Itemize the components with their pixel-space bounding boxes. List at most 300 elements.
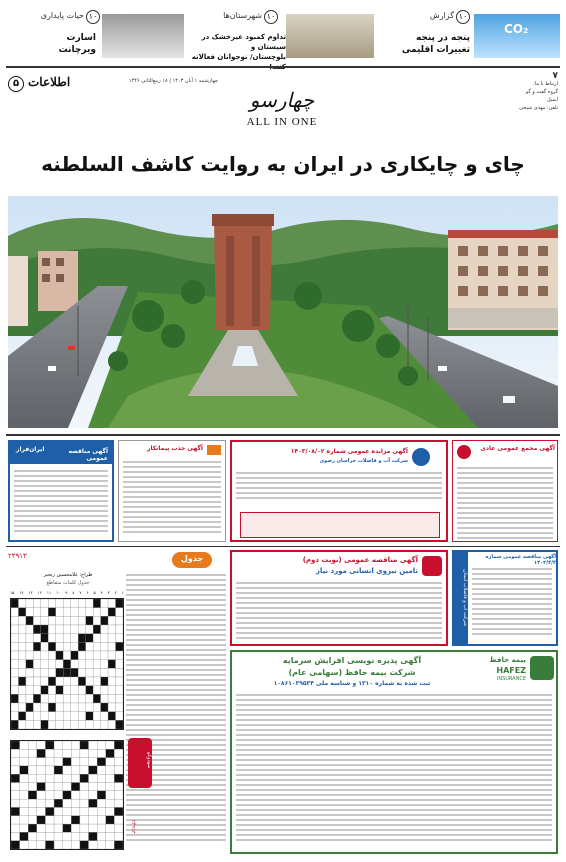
crossword-cell[interactable] — [93, 668, 100, 677]
puzzle-cell[interactable] — [114, 791, 123, 799]
puzzle-cell[interactable] — [63, 783, 72, 791]
puzzle-cell[interactable] — [63, 816, 72, 824]
crossword-cell[interactable] — [108, 703, 115, 712]
puzzle-cell[interactable] — [20, 816, 29, 824]
puzzle-cell[interactable] — [63, 774, 72, 782]
crossword-cell[interactable] — [86, 694, 93, 703]
crossword-cell[interactable] — [56, 634, 63, 643]
puzzle-cell[interactable] — [45, 783, 54, 791]
puzzle-cell[interactable] — [89, 758, 98, 766]
crossword-cell[interactable] — [48, 703, 55, 712]
puzzle-cell[interactable] — [106, 774, 115, 782]
crossword-cell[interactable] — [11, 668, 18, 677]
puzzle-cell[interactable] — [54, 841, 63, 849]
crossword-cell[interactable] — [78, 625, 85, 634]
puzzle-cell[interactable] — [20, 749, 29, 757]
puzzle-cell[interactable] — [11, 774, 20, 782]
puzzle-cell[interactable] — [106, 807, 115, 815]
crossword-cell[interactable] — [108, 608, 115, 617]
crossword-cell[interactable] — [48, 642, 55, 651]
puzzle-cell[interactable] — [114, 832, 123, 840]
crossword-cell[interactable] — [41, 694, 48, 703]
crossword-cell[interactable] — [18, 599, 25, 608]
crossword-cell[interactable] — [33, 703, 40, 712]
crossword-cell[interactable] — [116, 686, 123, 695]
puzzle-cell[interactable] — [37, 841, 46, 849]
crossword-cell[interactable] — [11, 694, 18, 703]
crossword-cell[interactable] — [11, 651, 18, 660]
puzzle-cell[interactable] — [89, 791, 98, 799]
crossword-cell[interactable] — [11, 712, 18, 721]
puzzle-cell[interactable] — [89, 807, 98, 815]
puzzle-cell[interactable] — [89, 799, 98, 807]
crossword-cell[interactable] — [71, 642, 78, 651]
puzzle-cell[interactable] — [37, 741, 46, 749]
puzzle-cell[interactable] — [114, 749, 123, 757]
crossword-cell[interactable] — [18, 686, 25, 695]
crossword-cell[interactable] — [108, 599, 115, 608]
puzzle-cell[interactable] — [114, 758, 123, 766]
puzzle-cell[interactable] — [37, 791, 46, 799]
crossword-cell[interactable] — [116, 660, 123, 669]
crossword-cell[interactable] — [101, 694, 108, 703]
puzzle-cell[interactable] — [89, 824, 98, 832]
crossword-cell[interactable] — [41, 608, 48, 617]
puzzle-cell[interactable] — [20, 824, 29, 832]
puzzle-cell[interactable] — [114, 824, 123, 832]
puzzle-cell[interactable] — [63, 841, 72, 849]
crossword-cell[interactable] — [78, 712, 85, 721]
crossword-cell[interactable] — [11, 677, 18, 686]
puzzle-cell[interactable] — [80, 741, 89, 749]
puzzle-cell[interactable] — [45, 816, 54, 824]
puzzle-cell[interactable] — [54, 791, 63, 799]
teaser-report[interactable] — [382, 8, 560, 58]
crossword-cell[interactable] — [48, 599, 55, 608]
puzzle-cell[interactable] — [97, 774, 106, 782]
crossword-cell[interactable] — [56, 660, 63, 669]
puzzle-cell[interactable] — [71, 766, 80, 774]
puzzle-cell[interactable] — [97, 758, 106, 766]
puzzle-cell[interactable] — [71, 807, 80, 815]
crossword-cell[interactable] — [86, 599, 93, 608]
puzzle-cell[interactable] — [54, 758, 63, 766]
puzzle-cell[interactable] — [71, 816, 80, 824]
puzzle-cell[interactable] — [71, 783, 80, 791]
crossword-cell[interactable] — [26, 712, 33, 721]
crossword-cell[interactable] — [63, 625, 70, 634]
crossword-cell[interactable] — [101, 616, 108, 625]
ad-general-assembly[interactable] — [452, 440, 558, 542]
puzzle-cell[interactable] — [71, 799, 80, 807]
crossword-cell[interactable] — [101, 668, 108, 677]
puzzle-cell[interactable] — [63, 749, 72, 757]
puzzle-cell[interactable] — [11, 741, 20, 749]
crossword-cell[interactable] — [48, 720, 55, 729]
crossword-cell[interactable] — [41, 625, 48, 634]
puzzle-cell[interactable] — [37, 766, 46, 774]
puzzle-cell[interactable] — [45, 799, 54, 807]
puzzle-cell[interactable] — [45, 741, 54, 749]
teaser-provinces[interactable] — [190, 8, 376, 61]
puzzle-cell[interactable] — [54, 774, 63, 782]
puzzle-cell[interactable] — [114, 807, 123, 815]
puzzle-cell[interactable] — [45, 766, 54, 774]
puzzle-cell[interactable] — [28, 774, 37, 782]
puzzle-cell[interactable] — [45, 824, 54, 832]
crossword-cell[interactable] — [48, 651, 55, 660]
crossword-cell[interactable] — [33, 694, 40, 703]
crossword-cell[interactable] — [56, 668, 63, 677]
crossword-cell[interactable] — [26, 677, 33, 686]
crossword-cell[interactable] — [101, 686, 108, 695]
puzzle-cell[interactable] — [63, 832, 72, 840]
crossword-cell[interactable] — [56, 599, 63, 608]
puzzle-cell[interactable] — [97, 741, 106, 749]
puzzle-cell[interactable] — [28, 791, 37, 799]
crossword-cell[interactable] — [41, 634, 48, 643]
crossword-cell[interactable] — [56, 608, 63, 617]
puzzle-cell[interactable] — [11, 783, 20, 791]
crossword-cell[interactable] — [11, 634, 18, 643]
crossword-cell[interactable] — [116, 608, 123, 617]
puzzle-cell[interactable] — [89, 741, 98, 749]
crossword-cell[interactable] — [26, 625, 33, 634]
crossword-cell[interactable] — [86, 668, 93, 677]
crossword-cell[interactable] — [33, 651, 40, 660]
crossword-cell[interactable] — [78, 599, 85, 608]
crossword-cell[interactable] — [11, 703, 18, 712]
crossword-cell[interactable] — [71, 599, 78, 608]
puzzle-cell[interactable] — [20, 841, 29, 849]
puzzle-cell[interactable] — [97, 766, 106, 774]
crossword-cell[interactable] — [116, 642, 123, 651]
crossword-cell[interactable] — [78, 686, 85, 695]
ad-workforce-tender[interactable] — [230, 550, 448, 646]
crossword-cell[interactable] — [71, 677, 78, 686]
crossword-cell[interactable] — [78, 651, 85, 660]
crossword-cell[interactable] — [63, 703, 70, 712]
puzzle-cell[interactable] — [11, 749, 20, 757]
crossword-cell[interactable] — [48, 660, 55, 669]
crossword-cell[interactable] — [33, 660, 40, 669]
crossword-cell[interactable] — [101, 634, 108, 643]
puzzle-cell[interactable] — [28, 816, 37, 824]
crossword-cell[interactable] — [93, 616, 100, 625]
crossword-cell[interactable] — [86, 608, 93, 617]
puzzle-cell[interactable] — [11, 816, 20, 824]
crossword-cell[interactable] — [48, 625, 55, 634]
crossword-cell[interactable] — [11, 660, 18, 669]
puzzle-cell[interactable] — [89, 783, 98, 791]
crossword-cell[interactable] — [18, 720, 25, 729]
puzzle-cell[interactable] — [63, 791, 72, 799]
crossword-cell[interactable] — [48, 668, 55, 677]
crossword-cell[interactable] — [63, 642, 70, 651]
puzzle-cell[interactable] — [97, 791, 106, 799]
crossword-cell[interactable] — [63, 720, 70, 729]
puzzle-cell[interactable] — [80, 758, 89, 766]
crossword-cell[interactable] — [86, 616, 93, 625]
crossword-cell[interactable] — [63, 608, 70, 617]
crossword-cell[interactable] — [78, 616, 85, 625]
puzzle-cell[interactable] — [20, 807, 29, 815]
ad-left-tender[interactable] — [8, 440, 114, 542]
crossword-cell[interactable] — [101, 660, 108, 669]
crossword-cell[interactable] — [93, 686, 100, 695]
puzzle-cell[interactable] — [20, 783, 29, 791]
crossword-cell[interactable] — [41, 660, 48, 669]
puzzle-cell[interactable] — [80, 791, 89, 799]
puzzle-cell[interactable] — [106, 832, 115, 840]
puzzle-cell[interactable] — [97, 807, 106, 815]
crossword-cell[interactable] — [71, 625, 78, 634]
puzzle-cell[interactable] — [71, 758, 80, 766]
puzzle-cell[interactable] — [106, 766, 115, 774]
puzzle-cell[interactable] — [80, 824, 89, 832]
crossword-cell[interactable] — [26, 720, 33, 729]
puzzle-cell[interactable] — [97, 783, 106, 791]
puzzle-cell[interactable] — [20, 741, 29, 749]
puzzle-cell[interactable] — [114, 774, 123, 782]
puzzle-cell[interactable] — [80, 807, 89, 815]
crossword-cell[interactable] — [101, 712, 108, 721]
crossword-cell[interactable] — [108, 625, 115, 634]
puzzle-cell[interactable] — [106, 791, 115, 799]
crossword-cell[interactable] — [71, 651, 78, 660]
crossword-cell[interactable] — [56, 625, 63, 634]
puzzle-cell[interactable] — [54, 832, 63, 840]
crossword-cell[interactable] — [63, 677, 70, 686]
ad-contractor[interactable] — [118, 440, 226, 542]
puzzle-cell[interactable] — [45, 841, 54, 849]
crossword-cell[interactable] — [11, 616, 18, 625]
crossword-cell[interactable] — [116, 634, 123, 643]
crossword-cell[interactable] — [116, 599, 123, 608]
crossword-cell[interactable] — [101, 720, 108, 729]
crossword-cell[interactable] — [18, 668, 25, 677]
crossword-cell[interactable] — [48, 677, 55, 686]
crossword-cell[interactable] — [56, 651, 63, 660]
crossword-cell[interactable] — [86, 720, 93, 729]
puzzle-cell[interactable] — [28, 807, 37, 815]
puzzle-cell[interactable] — [106, 824, 115, 832]
crossword-cell[interactable] — [78, 720, 85, 729]
puzzle-cell[interactable] — [45, 791, 54, 799]
crossword-cell[interactable] — [63, 634, 70, 643]
crossword-cell[interactable] — [11, 625, 18, 634]
crossword-cell[interactable] — [26, 634, 33, 643]
puzzle-cell[interactable] — [71, 824, 80, 832]
crossword-cell[interactable] — [18, 660, 25, 669]
crossword-cell[interactable] — [33, 608, 40, 617]
crossword-cell[interactable] — [18, 634, 25, 643]
puzzle-cell[interactable] — [45, 774, 54, 782]
puzzle-cell[interactable] — [114, 841, 123, 849]
crossword-cell[interactable] — [101, 642, 108, 651]
crossword-cell[interactable] — [101, 703, 108, 712]
puzzle-cell[interactable] — [54, 741, 63, 749]
puzzle-cell[interactable] — [97, 749, 106, 757]
crossword-cell[interactable] — [116, 720, 123, 729]
puzzle-cell[interactable] — [37, 774, 46, 782]
crossword-cell[interactable] — [18, 642, 25, 651]
puzzle-cell[interactable] — [106, 741, 115, 749]
crossword-cell[interactable] — [63, 668, 70, 677]
crossword-cell[interactable] — [33, 677, 40, 686]
puzzle-cell[interactable] — [11, 824, 20, 832]
puzzle-cell[interactable] — [80, 774, 89, 782]
puzzle-cell[interactable] — [28, 799, 37, 807]
puzzle-cell[interactable] — [106, 758, 115, 766]
crossword-cell[interactable] — [63, 616, 70, 625]
puzzle-cell[interactable] — [11, 832, 20, 840]
crossword-cell[interactable] — [93, 720, 100, 729]
ad-auction[interactable] — [230, 440, 448, 542]
crossword-cell[interactable] — [108, 651, 115, 660]
crossword-grid[interactable] — [10, 598, 124, 730]
puzzle-cell[interactable] — [80, 799, 89, 807]
crossword-cell[interactable] — [18, 694, 25, 703]
crossword-cell[interactable] — [33, 686, 40, 695]
puzzle-cell[interactable] — [97, 832, 106, 840]
crossword-cell[interactable] — [18, 608, 25, 617]
crossword-cell[interactable] — [86, 703, 93, 712]
puzzle-cell[interactable] — [45, 832, 54, 840]
crossword-cell[interactable] — [33, 668, 40, 677]
crossword-cell[interactable] — [101, 677, 108, 686]
crossword-cell[interactable] — [108, 616, 115, 625]
crossword-cell[interactable] — [86, 677, 93, 686]
puzzle-cell[interactable] — [54, 807, 63, 815]
crossword-cell[interactable] — [108, 686, 115, 695]
ad-water-tender[interactable] — [452, 550, 558, 646]
puzzle-cell[interactable] — [63, 766, 72, 774]
crossword-cell[interactable] — [86, 660, 93, 669]
puzzle-cell[interactable] — [71, 832, 80, 840]
puzzle-cell[interactable] — [63, 758, 72, 766]
puzzle-cell[interactable] — [28, 832, 37, 840]
puzzle-cell[interactable] — [71, 749, 80, 757]
crossword-cell[interactable] — [78, 642, 85, 651]
crossword-cell[interactable] — [48, 616, 55, 625]
puzzle-cell[interactable] — [63, 741, 72, 749]
crossword-cell[interactable] — [78, 608, 85, 617]
crossword-cell[interactable] — [56, 686, 63, 695]
crossword-cell[interactable] — [48, 608, 55, 617]
crossword-cell[interactable] — [33, 625, 40, 634]
crossword-cell[interactable] — [116, 616, 123, 625]
puzzle-cell[interactable] — [106, 783, 115, 791]
crossword-cell[interactable] — [18, 712, 25, 721]
crossword-cell[interactable] — [108, 660, 115, 669]
crossword-cell[interactable] — [56, 616, 63, 625]
teaser-sustainability[interactable] — [6, 8, 184, 58]
puzzle-cell[interactable] — [89, 774, 98, 782]
puzzle-cell[interactable] — [28, 841, 37, 849]
puzzle-cell[interactable] — [28, 783, 37, 791]
crossword-cell[interactable] — [116, 677, 123, 686]
crossword-cell[interactable] — [26, 616, 33, 625]
puzzle-cell[interactable] — [114, 816, 123, 824]
puzzle-cell[interactable] — [71, 791, 80, 799]
puzzle-cell[interactable] — [89, 766, 98, 774]
crossword-cell[interactable] — [108, 668, 115, 677]
crossword-cell[interactable] — [56, 703, 63, 712]
puzzle-cell[interactable] — [106, 799, 115, 807]
puzzle-cell[interactable] — [54, 749, 63, 757]
crossword-cell[interactable] — [93, 625, 100, 634]
crossword-cell[interactable] — [71, 660, 78, 669]
crossword-cell[interactable] — [71, 703, 78, 712]
crossword-cell[interactable] — [93, 642, 100, 651]
crossword-cell[interactable] — [11, 599, 18, 608]
puzzle-cell[interactable] — [114, 799, 123, 807]
crossword-cell[interactable] — [56, 642, 63, 651]
puzzle-cell[interactable] — [37, 749, 46, 757]
crossword-cell[interactable] — [26, 642, 33, 651]
crossword-cell[interactable] — [33, 634, 40, 643]
crossword-cell[interactable] — [41, 616, 48, 625]
crossword-cell[interactable] — [71, 634, 78, 643]
crossword-cell[interactable] — [48, 634, 55, 643]
crossword-cell[interactable] — [11, 642, 18, 651]
puzzle-cell[interactable] — [80, 832, 89, 840]
puzzle-cell[interactable] — [80, 783, 89, 791]
puzzle-cell[interactable] — [114, 783, 123, 791]
crossword-cell[interactable] — [86, 651, 93, 660]
puzzle-cell[interactable] — [11, 807, 20, 815]
crossword-cell[interactable] — [56, 677, 63, 686]
crossword-cell[interactable] — [78, 703, 85, 712]
crossword-cell[interactable] — [108, 694, 115, 703]
puzzle-cell[interactable] — [114, 741, 123, 749]
puzzle-cell[interactable] — [97, 816, 106, 824]
crossword-cell[interactable] — [41, 686, 48, 695]
crossword-cell[interactable] — [93, 634, 100, 643]
crossword-cell[interactable] — [101, 608, 108, 617]
puzzle-cell[interactable] — [54, 766, 63, 774]
puzzle-cell[interactable] — [45, 807, 54, 815]
crossword-cell[interactable] — [78, 668, 85, 677]
crossword-cell[interactable] — [18, 677, 25, 686]
crossword-cell[interactable] — [26, 668, 33, 677]
puzzle-cell[interactable] — [106, 841, 115, 849]
crossword-cell[interactable] — [26, 599, 33, 608]
puzzle-cell[interactable] — [80, 766, 89, 774]
crossword-cell[interactable] — [41, 668, 48, 677]
puzzle-cell[interactable] — [11, 766, 20, 774]
crossword-cell[interactable] — [93, 608, 100, 617]
puzzle-cell[interactable] — [20, 791, 29, 799]
puzzle-cell[interactable] — [11, 791, 20, 799]
puzzle-cell[interactable] — [80, 816, 89, 824]
crossword-cell[interactable] — [56, 694, 63, 703]
puzzle-cell[interactable] — [20, 774, 29, 782]
crossword-cell[interactable] — [41, 599, 48, 608]
crossword-cell[interactable] — [33, 712, 40, 721]
puzzle-cell[interactable] — [37, 824, 46, 832]
crossword-cell[interactable] — [116, 712, 123, 721]
puzzle-cell[interactable] — [11, 799, 20, 807]
crossword-cell[interactable] — [101, 599, 108, 608]
sudoku-grid[interactable] — [10, 740, 124, 850]
puzzle-cell[interactable] — [71, 741, 80, 749]
crossword-cell[interactable] — [108, 634, 115, 643]
crossword-cell[interactable] — [41, 651, 48, 660]
puzzle-cell[interactable] — [45, 758, 54, 766]
crossword-cell[interactable] — [71, 694, 78, 703]
